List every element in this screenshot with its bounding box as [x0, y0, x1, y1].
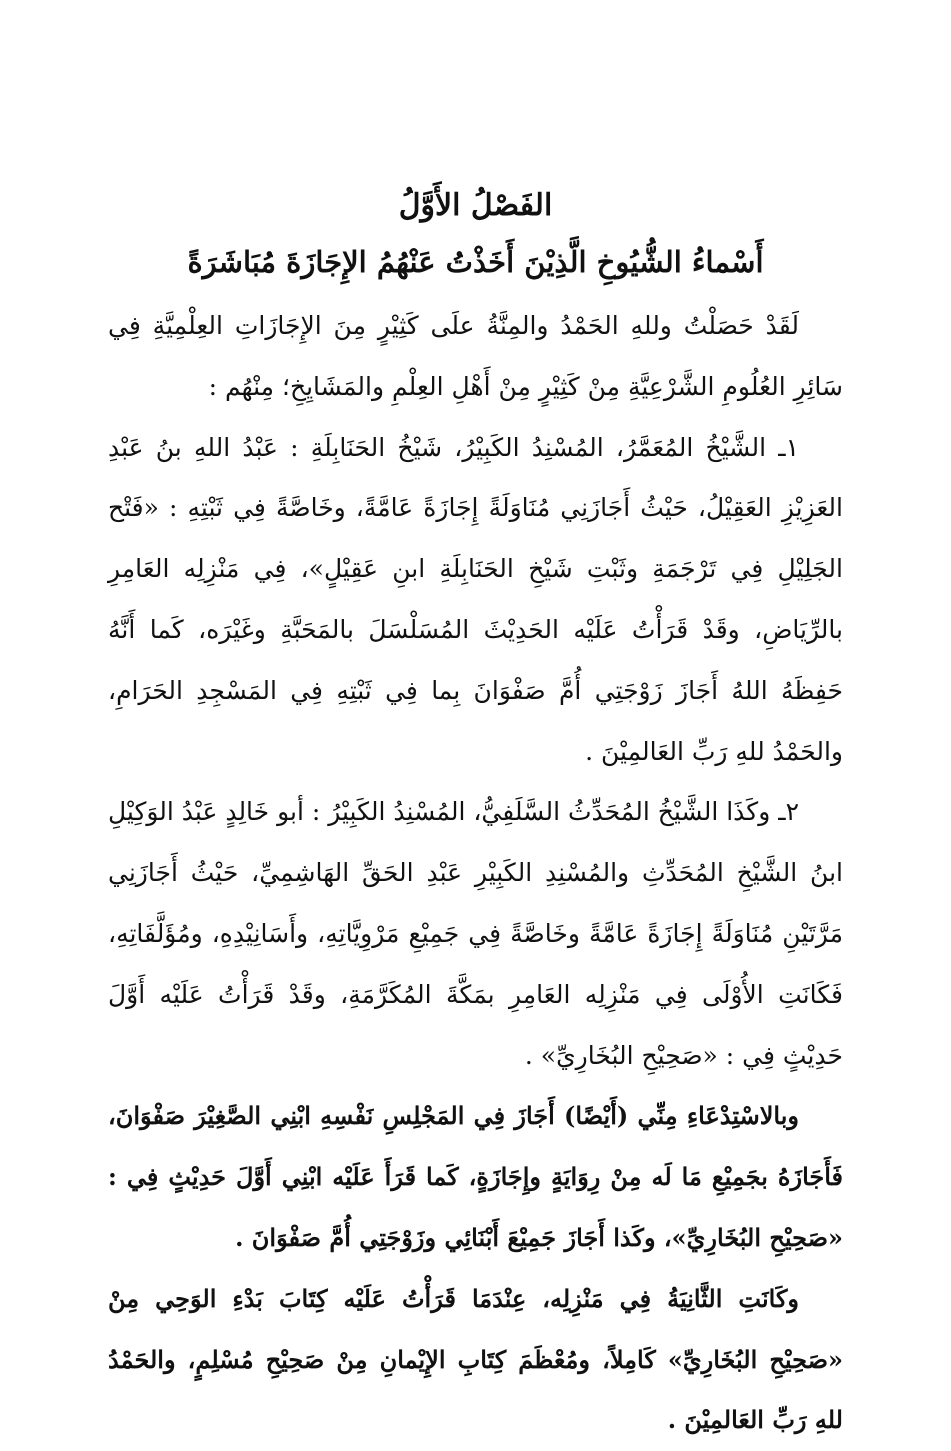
- sheikh-aqil-paragraph: ١ـ الشَّيْخُ المُعَمَّرُ، المُسْنِدُ الكَبِيْرُ، شَيْخُ الحَنَابِلَةِ : عَبْدُ اللهِ بنُ عَبْدِ العَزِيْزِ العَقِيْلُ، حَيْثُ أَجَازَنِي مُنَاوَلَةً إِجَازَةً عَامَّةً، وخَاصَّةً فِي ثَبْتِهِ : «فَتْح الجَلِيْلِ فِي تَرْجَمَةِ وثَبْتِ شَيْخِ الحَنَابِلَةِ ابنِ عَقِيْلٍ»، فِي مَنْزِلِه العَامِرِ بالرِّيَاضِ، وقَدْ قَرَأْتُ عَلَيْه الحَدِيْثَ المُسَلْسَلَ بالمَحَبَّةِ وغَيْرَه، كَما أَنَّهُ حَفِظَهُ اللهُ أَجَازَ زَوْجَتِي أُمَّ صَفْوَانَ بِما فِي ثَبْتِهِ فِي المَسْجِدِ الحَرَامِ، والحَمْدُ للهِ رَبِّ العَالمِيْنَ .: [108, 432, 843, 766]
- son-ijaza-paragraph: وبالاسْتِدْعَاءِ مِنِّي (أَيْضًا) أَجَازَ فِي المَجْلِسِ نَفْسِهِ ابْنِي الصَّغِيْرَ صَفْوَانَ، فَأَجَازَهُ بجَمِيْعِ مَا لَه مِنْ رِوَايَةٍ وإِجَازَةٍ، كَما قَرَأَ عَلَيْه ابْنِي أَوَّلَ حَدِيْثٍ فِي : «صَحِيْحِ البُخَارِيِّ»، وكَذا أَجَازَ جَمِيْعَ أَبْنَائِي وزَوْجَتِي أُمَّ صَفْوَانَ .: [108, 1101, 843, 1252]
- chapter-heading: [100, 178, 851, 290]
- sheikh-hashimi-paragraph: ٢ـ وكَذَا الشَّيْخُ المُحَدِّثُ السَّلَفِيُّ، المُسْنِدُ الكَبِيْرُ : أبو خَالِدٍ عَبْدُ الوَكِيْلِ ابنُ الشَّيْخِ المُحَدِّثِ والمُسْنِدِ الكَبِيْرِ عَبْدِ الحَقِّ الهَاشِمِيِّ، حَيْثُ أَجَازَنِي مَرَّتَيْنِ مُنَاوَلَةً إِجَازَةً عَامَّةً وخَاصَّةً فِي جَمِيْعِ مَرْوِيَّاتِهِ، وأَسَانِيْدِهِ، ومُؤَلَّفَاتِهِ، فَكَانَتِ الأُوْلَى فِي مَنْزِلِه العَامِرِ بمَكَّةَ المُكَرَّمَةِ، وقَدْ قَرَأْتُ عَلَيْه أَوَّلَ حَدِيْثٍ فِي : «صَحِيْحِ البُخَارِيِّ» .: [107, 797, 843, 1070]
- body-text: [108, 296, 843, 1451]
- chapter-subtitle: أَسْماءُ الشُّيُوخِ الَّذِيْنَ أَخَذْتُ عَنْهُمُ الإِجَازَةَ مُبَاشَرَةً: [187, 245, 764, 279]
- intro-paragraph: لَقَدْ حَصَلْتُ وللهِ الحَمْدُ والمِنَّةُ علَى كَثِيْرٍ مِنَ الإِجَازَاتِ العِلْمِيَّةِ فِي سَائِرِ العُلُومِ الشَّرْعِيَّةِ مِنْ كَثِيْرٍ مِنْ أَهْلِ العِلْمِ والمَشَايِخِ؛ مِنْهُم :: [108, 311, 843, 401]
- chapter-title: الفَصْلُ الأَوَّلُ: [398, 188, 553, 223]
- second-visit-paragraph: وكَانَتِ الثَّانِيَةُ فِي مَنْزِلِه، عِنْدَمَا قَرَأْتُ عَلَيْه كِتَابَ بَدْءِ الوَحِي مِنْ «صَحِيْحِ البُخَارِيِّ» كَامِلاً، ومُعْظَمَ كِتَابِ الإِيْمانِ مِنْ صَحِيْحِ مُسْلِمٍ، والحَمْدُ للهِ رَبِّ العَالمِيْنَ .: [108, 1283, 843, 1435]
